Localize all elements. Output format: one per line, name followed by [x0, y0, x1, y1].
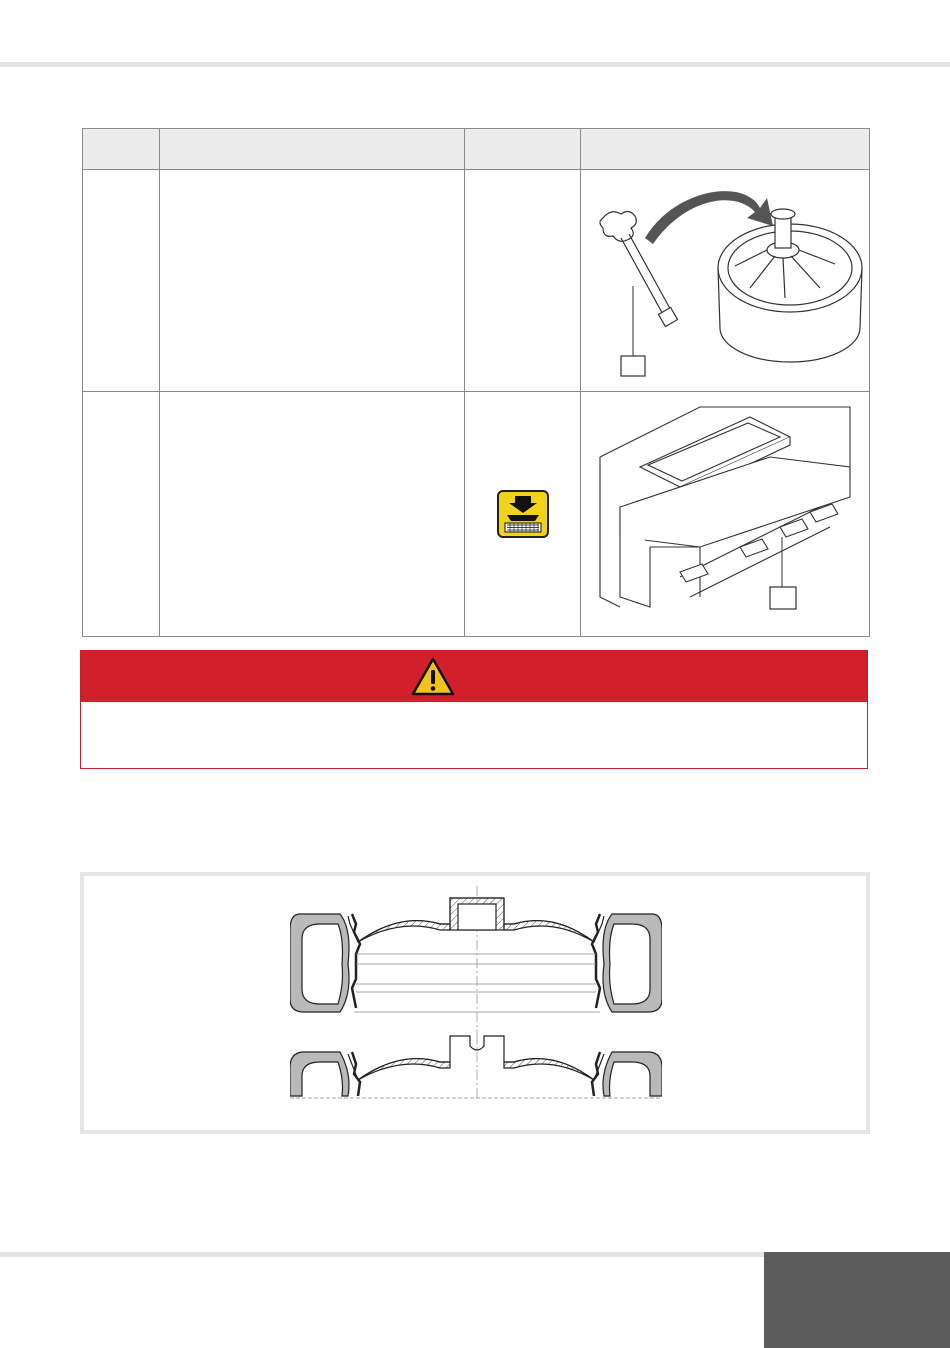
step-image-cell [581, 392, 870, 637]
step-description [160, 170, 465, 392]
callout-box [770, 587, 796, 609]
step-image-cell [581, 170, 870, 392]
column-header-description [160, 129, 465, 170]
warning-header [81, 651, 867, 702]
table-header-row [83, 129, 870, 170]
header-rule [0, 62, 950, 67]
figure-box [80, 872, 870, 1134]
table-row [83, 170, 870, 392]
wheel [718, 209, 862, 362]
step-description [160, 392, 465, 637]
warning-text [81, 702, 867, 738]
procedure-table [82, 128, 870, 637]
column-header-image [581, 129, 870, 170]
shaft-tool [600, 211, 678, 326]
step-number [83, 170, 160, 392]
warning-triangle-icon [411, 657, 455, 697]
rim-cross-section-diagram [290, 884, 662, 1114]
column-header-step [83, 129, 160, 170]
step-icon-cell [465, 170, 581, 392]
column-header-icon [465, 129, 581, 170]
warning-box [80, 650, 868, 769]
rim-section-bottom [290, 1034, 662, 1099]
pedal-lower-icon [497, 490, 549, 538]
page-number-tab [764, 1252, 950, 1348]
step-icon-cell [465, 392, 581, 637]
rim-section-top [290, 886, 662, 1034]
step-number [83, 392, 160, 637]
spindle-and-wheel-illustration [585, 178, 865, 378]
control-pedals-illustration [590, 397, 860, 627]
table-row [83, 392, 870, 637]
callout-box [621, 356, 645, 376]
